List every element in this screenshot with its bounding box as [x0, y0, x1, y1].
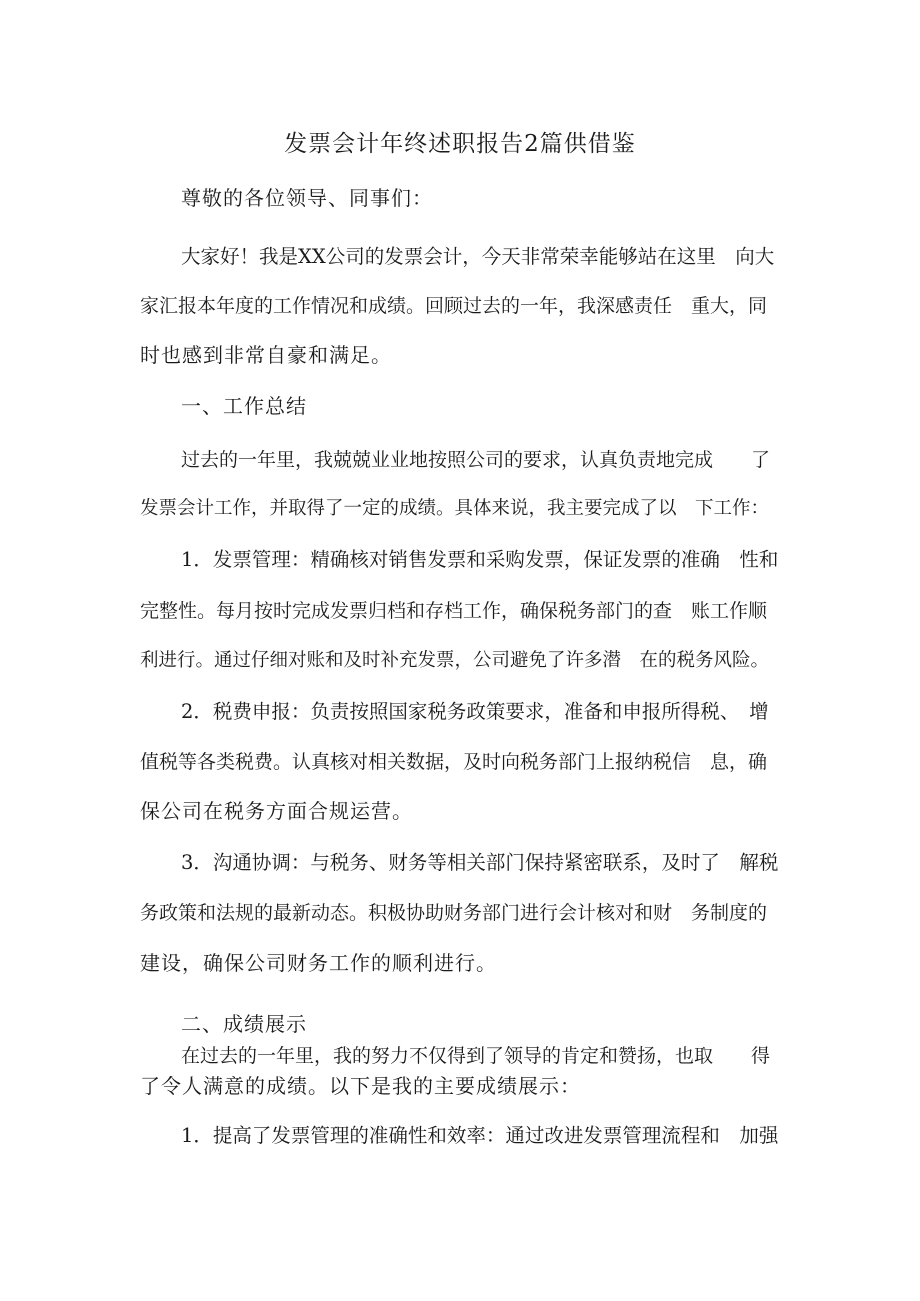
list-item-line: 值税等各类税费。认真核对相关数据，及时向税务部门上报纳税信 息，确	[140, 751, 768, 773]
paragraph-line: 大家好！我是XX公司的发票会计，今天非常荣幸能够站在这里 向大	[181, 245, 775, 268]
list-item-line: 1．发票管理：精确核对销售发票和采购发票，保证发票的准确 性和	[181, 548, 779, 571]
list-item-line: 建设，确保公司财务工作的顺利进行。	[140, 951, 497, 975]
list-item-line: 完整性。每月按时完成发票归档和存档工作，确保税务部门的查 账工作顺	[140, 600, 768, 622]
list-item-line: 务政策和法规的最新动态。积极协助财务部门进行会计核对和财 务制度的	[140, 902, 768, 924]
paragraph-line: 家汇报本年度的工作情况和成绩。回顾过去的一年，我深感责任 重大，同	[140, 295, 768, 317]
list-item-line: 保公司在税务方面合规运营。	[140, 799, 413, 823]
paragraph-line: 过去的一年里，我兢兢业业地按照公司的要求，认真负责地完成 了	[181, 449, 771, 471]
section-heading: 二、成绩展示	[181, 1012, 307, 1036]
document-title: 发票会计年终述职报告2篇供借鉴	[284, 131, 636, 157]
paragraph-line: 发票会计工作，并取得了一定的成绩。具体来说，我主要完成了以 下工作：	[140, 498, 770, 519]
paragraph-line: 在过去的一年里，我的努力不仅得到了领导的肯定和赞扬，也取 得	[181, 1045, 771, 1067]
list-item-line: 3．沟通协调：与税务、财务等相关部门保持紧密联系，及时了 解税	[181, 851, 779, 874]
salutation: 尊敬的各位领导、同事们：	[181, 186, 433, 210]
paragraph-line: 了令人满意的成绩。以下是我的主要成绩展示：	[140, 1074, 581, 1098]
list-item-line: 2．税费申报：负责按照国家税务政策要求，准备和申报所得税、 增	[181, 700, 769, 723]
list-item-line: 1．提高了发票管理的准确性和效率：通过改进发票管理流程和 加强	[181, 1124, 779, 1147]
paragraph-line: 时也感到非常自豪和满足。	[140, 343, 392, 367]
list-item-line: 利进行。通过仔细对账和及时补充发票，公司避免了许多潜 在的税务风险。	[140, 650, 770, 671]
section-heading: 一、工作总结	[181, 394, 307, 418]
